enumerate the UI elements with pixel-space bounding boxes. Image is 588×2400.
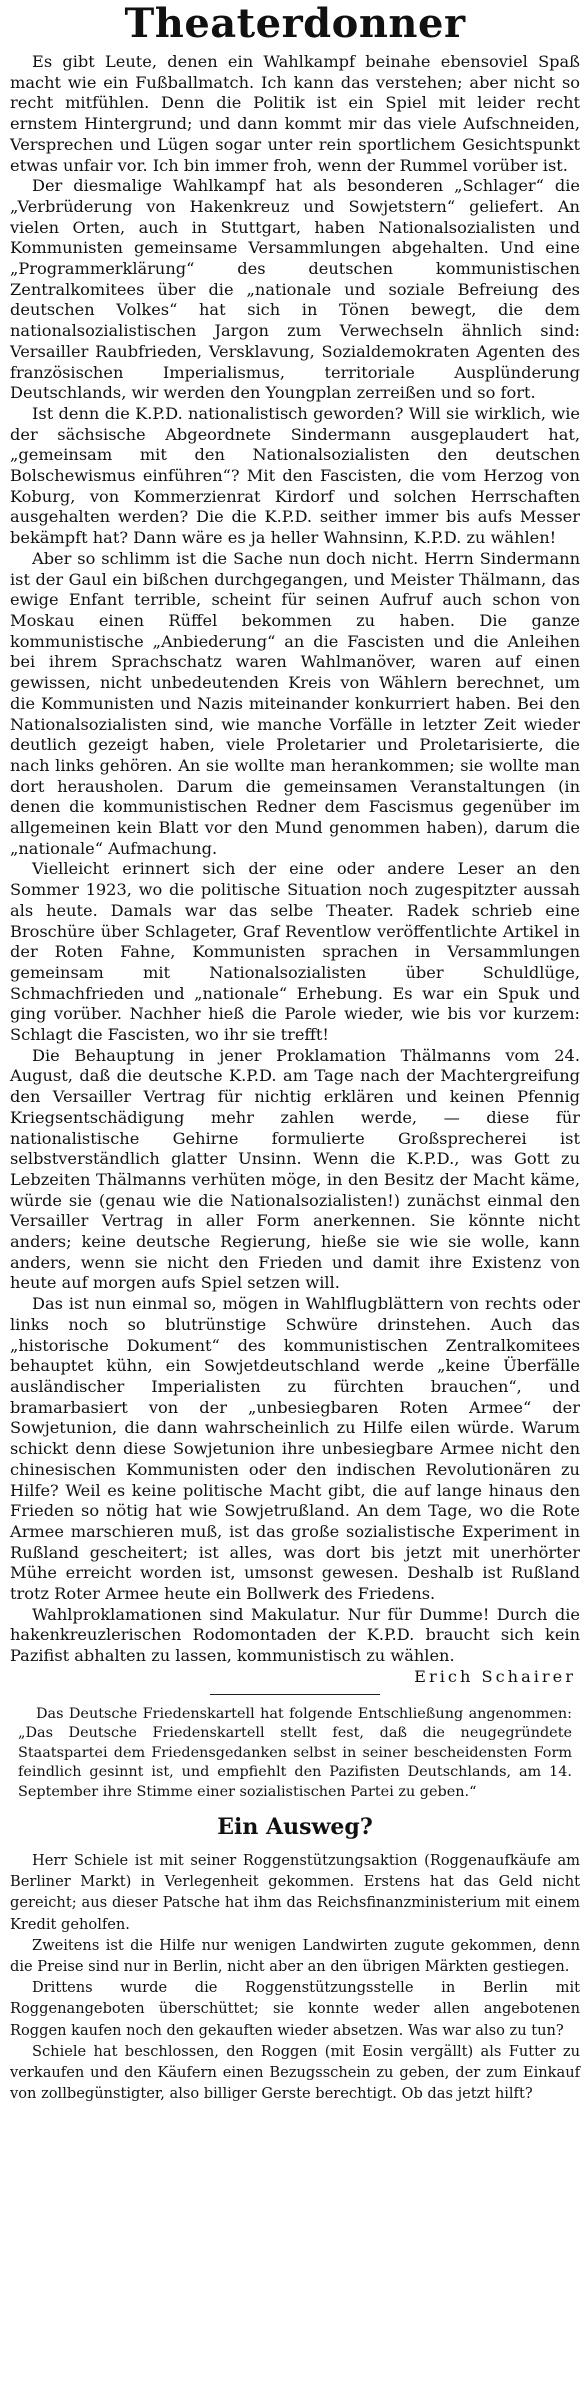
second-article-paragraph: Drittens wurde die Roggenstützungsstelle in Berlin mit Roggenangeboten überschüttet; sie konnte weder allen angebotenen Roggen kaufen noch den gekauften wieder absetzen. Was war also zu tun? [10,1979,580,2039]
peace-cartel-notice [10,1705,580,1803]
author-name: Erich Schairer [414,1666,576,1686]
second-article-paragraph: Herr Schiele ist mit seiner Roggenstützungsaktion (Roggenaufkäufe am Berliner Markt) in Verlegenheit gekommen. Erstens hat das Geld nicht gereicht; aus dieser Patsche hat ihm das Reichsfinanzministerium mit einem Kredit geholfen. [10,1852,580,1933]
second-article-title: Ein Ausweg? [217,1814,373,1841]
article-theaterdonner [10,2,580,1688]
article-paragraph: Der diesmalige Wahlkampf hat als besonderen „Schlager“ die „Verbrüderung von Hakenkreuz und Sowjetstern“ geliefert. An vielen Orten, auch in Stuttgart, haben Nationalsozialisten und Kommunisten gemeinsame Versammlungen abgehalten. Und eine „Programmerklärung“ des deutschen kommunistischen Zentralkomitees über die „nationale und soziale Befreiung des deutschen Volkes“ hat sich in Tönen bewegt, die dem nationalsozialistischen Jargon zum Verwechseln ähnlich sind: Versailler Raubfrieden, Versklavung, Sozialdemokraten Agenten des französischen Imperialismus, territoriale Ausplünderung Deutschlands, wir werden den Youngplan zerreißen und so fort. [10,176,580,403]
article-ein-ausweg [10,1812,580,2104]
article-title: Theaterdonner [124,0,466,47]
article-paragraph: Das ist nun einmal so, mögen in Wahlflugblättern von rechts oder links noch so blutrünstige Schwüre drinstehen. Auch das „historische Dokument“ des kommunistischen Zentralkomitees behauptet kühn, ein Sowjetdeutschland werde „keine Überfälle ausländischer Imperialisten zu fürchten brauchen“, und bramarbasiert von der „unbesiegbaren Roten Armee“ der Sowjetunion, die dann wahrscheinlich zu Hilfe eilen würde. Warum schickt denn diese Sowjetunion ihre unbesiegbare Armee nicht den chinesischen Kommunisten oder den indischen Revolutionären zu Hilfe? Weil es keine politische Macht gibt, die auf lange hinaus den Frieden so nötig hat wie Sowjetrußland. An dem Tage, wo die Rote Armee marschieren muß, ist das große sozialistische Experiment in Rußland gescheitert; ist alles, was dort bis jetzt mit unerhörter Mühe erreicht worden ist, umsonst gewesen. Deshalb ist Rußland trotz Roter Armee heute ein Bollwerk des Friedens. [10,1294,580,1604]
second-article-paragraph: Zweitens ist die Hilfe nur wenigen Landwirten zugute gekommen, denn die Preise sind nur in Berlin, nicht aber an den übrigen Märkten gestiegen. [10,1936,580,1976]
article-paragraph: Die Behauptung in jener Proklamation Thälmanns vom 24. August, daß die deutsche K.P.D. am Tage nach der Machtergreifung den Versailler Vertrag für nichtig erklären und keinen Pfennig Kriegsentschädigung mehr zahlen werde, — diese für nationalistische Gehirne formulierte Großsprecherei ist selbstverständlich glatter Unsinn. Wenn die K.P.D., was Gott zu Lebzeiten Thälmanns verhüten möge, in den Besitz der Macht käme, würde sie (genau wie die Nationalsozialisten!) zunächst einmal den Versailler Vertrag in aller Form anerkennen. Sie könnte nicht anders; keine deutsche Regierung, hieße sie wie sie wolle, kann anders, wenn sie nicht den Frieden und damit ihre Existenz von heute auf morgen aufs Spiel setzen will. [10,1045,580,1293]
article-paragraph: Vielleicht erinnert sich der eine oder andere Leser an den Sommer 1923, wo die politische Situation noch zugespitzter aussah als heute. Damals war das selbe Theater. Radek schrieb eine Broschüre über Schlageter, Graf Reventlow veröffentlichte Artikel in der Roten Fahne, Kommunisten sprachen in Versammlungen gemeinsam mit Nationalsozialisten über Schuldlüge, Schmachfrieden und „nationale“ Erhebung. Es war ein Spuk und ging vorüber. Nachher hieß die Parole wieder, wie bis vor kurzem: Schlagt die Fascisten, wo ihr sie trefft! [10,859,580,1045]
article-paragraph: Wahlproklamationen sind Makulatur. Nur für Dumme! Durch die hakenkreuzlerischen Rodomontaden der K.P.D. braucht sich kein Pazifist abhalten zu lassen, kommunistisch zu wählen. [10,1604,580,1666]
article-paragraph: Aber so schlimm ist die Sache nun doch nicht. Herrn Sindermann ist der Gaul ein bißchen durchgegangen, und Meister Thälmann, das ewige Enfant terrible, scheint für seinen Aufruf auch schon von Moskau einen Rüffel bekommen zu haben. Die ganze kommunistische „Anbiederung“ an die Fascisten und die Anleihen bei ihrem Sprachschatz waren Wahlmanöver, waren auf einen gewissen, nicht unbedeutenden Kreis von Wählern berechnet, um die Kommunisten und Nazis miteinander konkurriert haben. Bei den Nationalsozialisten sind, wie manche Vorfälle in letzter Zeit wieder deutlich gezeigt haben, viele Proletarier und Proletarisierte, die nach links gehören. An sie wollte man herankommen; sie wollte man dort herausholen. Darum die gemeinsamen Veranstaltungen (in denen die kommunistischen Redner dem Fascismus gegenüber im allgemeinen kein Blatt vor den Mund genommen haben), darum die „nationale“ Aufmachung. [10,548,580,858]
section-divider [210,1694,380,1695]
notice-text: Das Deutsche Friedenskartell hat folgende Entschließung angenommen: „Das Deutsche Friedenskartell stellt fest, daß die neugegründete Staatspartei dem Friedensgedanken selbst in seiner bescheidensten Form feindlich gesinnt ist, und empfiehlt den Pazifisten Deutschlands, am 14. September ihre Stimme einer sozialistischen Partei zu geben.“ [18,1705,572,1800]
author-byline [10,1667,576,1688]
article-paragraph: Ist denn die K.P.D. nationalistisch geworden? Will sie wirklich, wie der sächsische Abgeordnete Sindermann ausgeplaudert hat, „gemeinsam mit den Nationalsozialisten den deutschen Bolschewismus einführen“? Mit den Fascisten, die vom Herzog von Koburg, von Kommerzienrat Kirdorf und solchen Herrschaften ausgehalten werden? Die die K.P.D. seither immer bis aufs Messer bekämpft hat? Dann wäre es ja heller Wahnsinn, K.P.D. zu wählen! [10,403,580,548]
second-article-paragraph: Schiele hat beschlossen, den Roggen (mit Eosin vergällt) als Futter zu verkaufen und den Käufern einen Bezugsschein zu geben, der zum Einkauf von zollbegünstigter, also billiger Gerste berechtigt. Ob das jetzt hilft? [10,2042,580,2103]
article-paragraph: Es gibt Leute, denen ein Wahlkampf beinahe ebensoviel Spaß macht wie ein Fußballmatch. Ich kann das verstehen; aber nicht so recht mitfühlen. Denn die Politik ist ein Spiel mit leider recht ernstem Hintergrund; und dann kommt mir das viele Aufschneiden, Versprechen und Lügen sogar unter rein sportlichem Gesichtspunkt etwas unfair vor. Ich bin immer froh, wenn der Rummel vorüber ist. [10,52,580,175]
